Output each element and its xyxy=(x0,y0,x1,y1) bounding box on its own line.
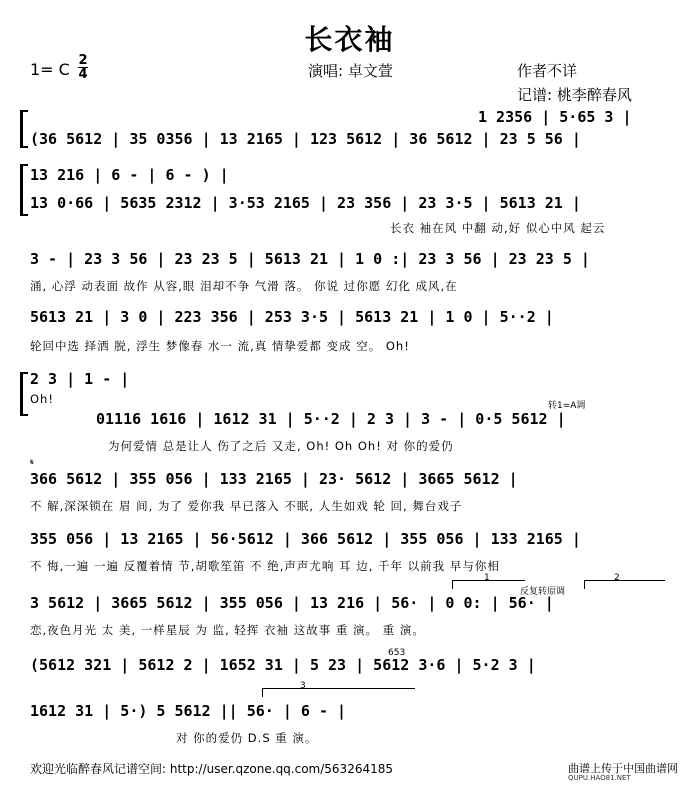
lyrics-line-9: 对 你的爱仍 D.S 重 演。 xyxy=(176,731,318,745)
segno-mark: 𝄋 xyxy=(30,458,34,468)
song-title: 长衣袖 xyxy=(304,23,395,56)
volta-bracket-2 xyxy=(584,580,665,589)
lyrics-line-4: Oh! xyxy=(30,392,54,406)
time-sig-bottom: 4 xyxy=(78,67,88,82)
grace-notes: 653 xyxy=(388,648,406,658)
recorder-credit: 记谱: 桃李醉春风 xyxy=(517,86,632,104)
lyrics-line-3: 轮回中选 择洒 脱, 浮生 梦像春 水一 流,真 情挚爱都 变成 空。 Oh! xyxy=(30,339,410,353)
score-line-chorus-2: 355 056 | 13 2165 | 56·5612 | 366 5612 | 355 056 | 133 2165 | xyxy=(30,530,581,548)
lyrics-line-7: 不 悔,一遍 一遍 反覆着情 节,胡歌笙笛 不 绝,声声尤响 耳 边, 千年 以前我 早与你相 xyxy=(30,559,500,573)
score-line-prelude: (36 5612 | 35 0356 | 13 2165 | 123 5612 | 36 5612 | 23 5 56 | xyxy=(30,130,581,148)
modulation-mark: 转1=A调 xyxy=(548,401,586,411)
score-line-verse-1: 13 0·66 | 5635 2312 | 3·53 2165 | 23 356 | 23 3·5 | 5613 21 | xyxy=(30,194,581,212)
footer-site-url: QUPU.HAO81.NET xyxy=(568,774,631,782)
time-sig-top: 2 xyxy=(78,53,88,68)
score-line-verse-2: 3 - | 23 3 56 | 23 23 5 | 5613 21 | 1 0 :| 23 3 56 | 23 23 5 | xyxy=(30,250,590,268)
lyrics-line-2: 涌, 心浮 动表面 故作 从容,眼 泪却不争 气滑 落。 你说 过你愿 幻化 成风,在 xyxy=(30,279,458,293)
lyrics-line-8: 恋,夜色月光 太 美, 一样星辰 为 监, 轻挥 衣袖 这故事 重 演。 重 演。 xyxy=(30,623,425,637)
repeat-note: 反复转原调 xyxy=(520,587,566,597)
footer-source: 欢迎光临醉春风记谱空间: http://user.qzone.qq.com/563264185 xyxy=(30,762,394,776)
lyrics-line-1: 长衣 袖在风 中翻 动,好 似心中风 起云 xyxy=(390,221,606,235)
volta-3-label: 3 xyxy=(300,681,306,691)
score-line-chorus-intro: 01116 1616 | 1612 31 | 5··2 | 2 3 | 3 - | 0·5 5612 | xyxy=(96,410,566,428)
system-bracket xyxy=(20,372,28,416)
volta-2-label: 2 xyxy=(614,573,620,583)
system-bracket xyxy=(20,164,28,216)
singer-credit: 演唱: 卓文萱 xyxy=(308,62,393,80)
score-line-ending: 1612 31 | 5·) 5 5612 || 56· | 6 - | xyxy=(30,702,347,720)
lyrics-line-5: 为何爱情 总是让人 伤了之后 又走, Oh! Oh Oh! 对 你的爱仍 xyxy=(108,439,454,453)
author-credit: 作者不详 xyxy=(517,62,578,80)
score-line-intro-top: 1 2356 | 5·65 3 | xyxy=(478,108,632,126)
score-line-chorus-3: 3 5612 | 3665 5612 | 355 056 | 13 216 | 56· | 0 0: | 56· | xyxy=(30,594,554,612)
footer-site: 曲谱上传于中国曲谱网 xyxy=(568,762,678,775)
time-signature xyxy=(78,54,88,81)
system-bracket xyxy=(20,110,28,148)
score-line-interlude: (5612 321 | 5612 2 | 1652 31 | 5 23 | 5612 3·6 | 5·2 3 | xyxy=(30,656,536,674)
score-line-chorus-1: 366 5612 | 355 056 | 133 2165 | 23· 5612 | 3665 5612 | xyxy=(30,470,518,488)
score-line-verse-3: 5613 21 | 3 0 | 223 356 | 253 3·5 | 5613 21 | 1 0 | 5··2 | xyxy=(30,308,554,326)
volta-1-label: 1 xyxy=(484,573,490,583)
key-signature: 1= C xyxy=(30,60,70,79)
score-line-prelude-end: 13 216 | 6 - | 6 - ) | xyxy=(30,166,229,184)
score-line-bridge: 2 3 | 1 - | xyxy=(30,370,130,388)
volta-bracket-3 xyxy=(262,688,415,697)
lyrics-line-6: 不 解,深深锁在 眉 间, 为了 爱你我 早已落入 不眠, 人生如戏 轮 回, 舞台戏子 xyxy=(30,499,463,513)
